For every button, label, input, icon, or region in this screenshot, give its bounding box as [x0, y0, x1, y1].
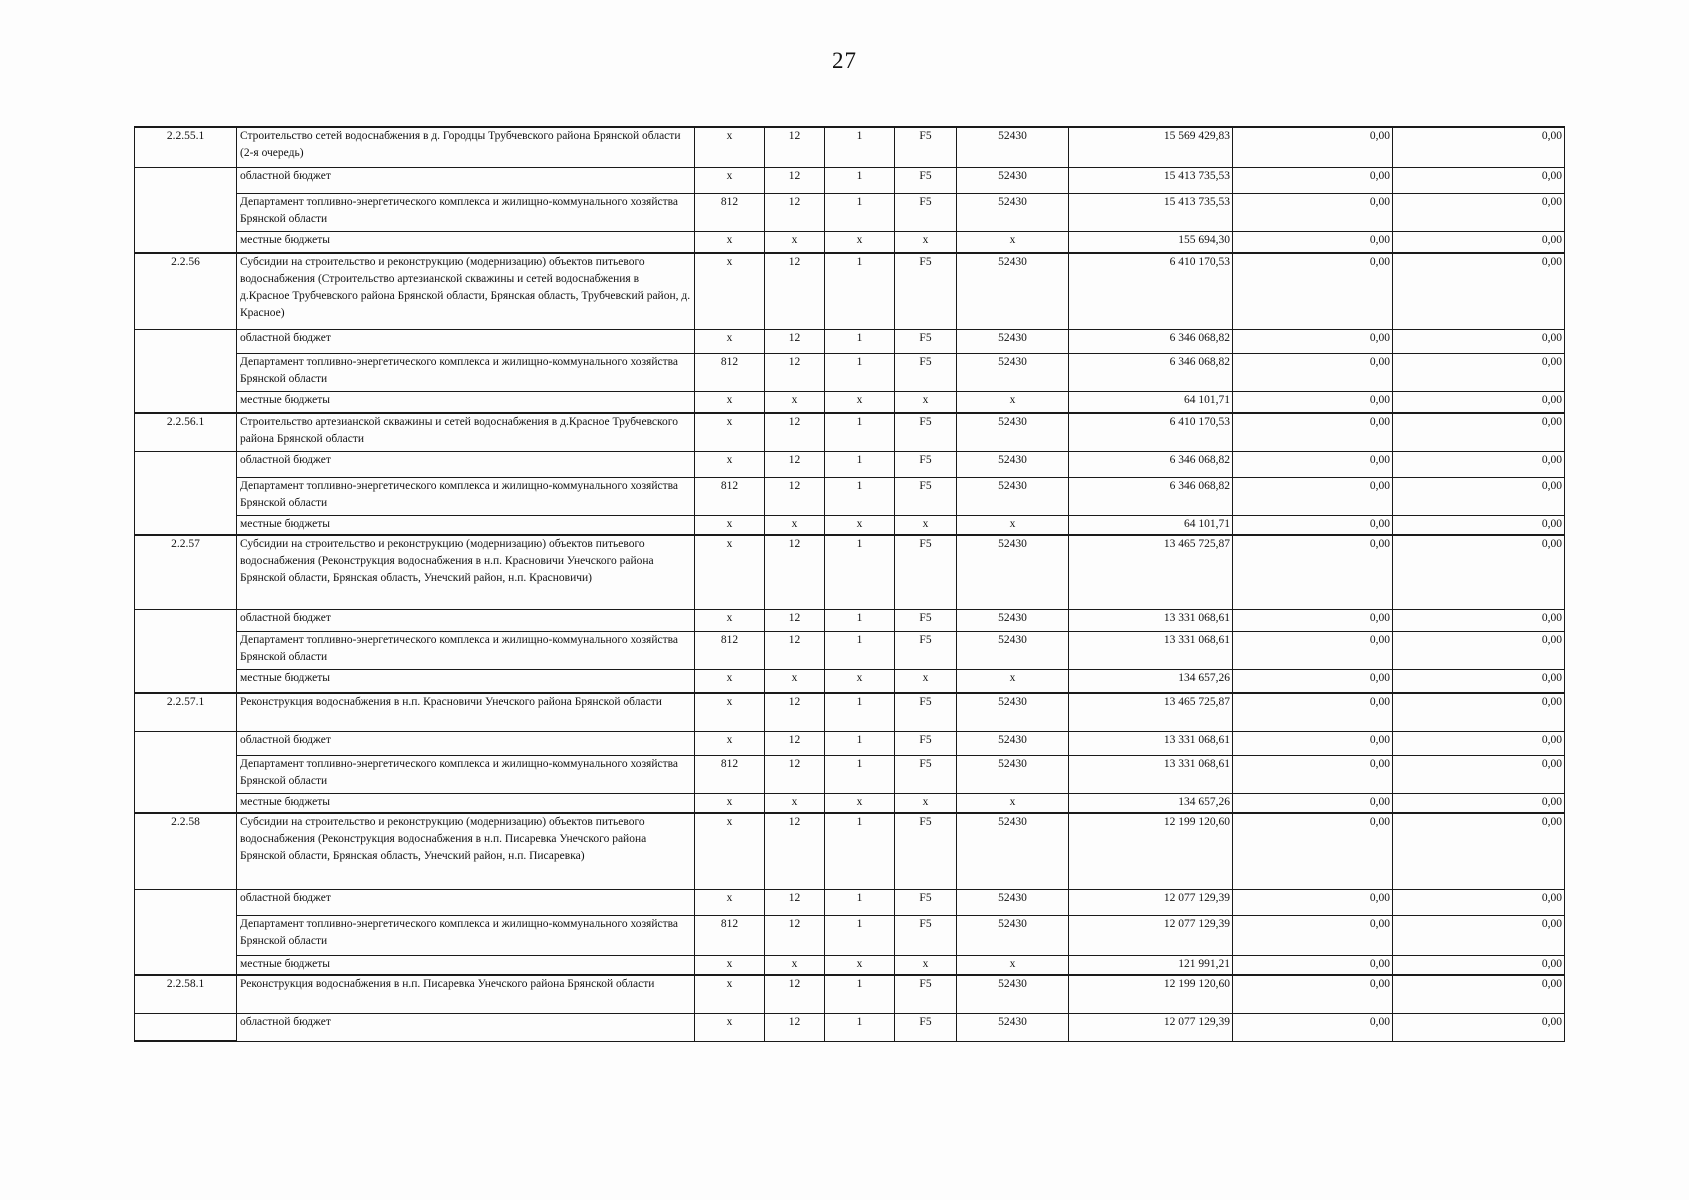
- amount-year3-cell: 0,00: [1393, 167, 1565, 193]
- table-row: [135, 515, 1565, 535]
- description-cell: Департамент топливно-энергетического комплекса и жилищно-коммунального хозяйства Брянской области: [237, 631, 695, 669]
- admin-code-cell: 812: [695, 755, 765, 793]
- subsection-cell: 1: [825, 975, 895, 1013]
- table-row: [135, 329, 1565, 353]
- description-cell: местные бюджеты: [237, 955, 695, 975]
- amount-year3-cell: 0,00: [1393, 609, 1565, 631]
- subsection-cell: x: [825, 391, 895, 413]
- amount-year3-cell: 0,00: [1393, 915, 1565, 955]
- amount-year1-cell: 15 413 735,53: [1069, 167, 1233, 193]
- amount-year3-cell: 0,00: [1393, 535, 1565, 609]
- program-cell: F5: [895, 413, 957, 451]
- program-cell: F5: [895, 329, 957, 353]
- section-cell: 12: [765, 631, 825, 669]
- admin-code-cell: x: [695, 127, 765, 167]
- table-row: [135, 975, 1565, 1013]
- amount-year2-cell: 0,00: [1233, 515, 1393, 535]
- table-row: [135, 451, 1565, 477]
- subsection-cell: 1: [825, 353, 895, 391]
- amount-year1-cell: 121 991,21: [1069, 955, 1233, 975]
- program-cell: F5: [895, 731, 957, 755]
- amount-year1-cell: 12 077 129,39: [1069, 1013, 1233, 1041]
- subsection-cell: x: [825, 955, 895, 975]
- amount-year3-cell: 0,00: [1393, 193, 1565, 231]
- program-cell: F5: [895, 193, 957, 231]
- table-row: [135, 955, 1565, 975]
- table-row: [135, 391, 1565, 413]
- amount-year2-cell: 0,00: [1233, 975, 1393, 1013]
- item-code-cell: [135, 889, 237, 915]
- program-cell: x: [895, 955, 957, 975]
- expense-type-cell: 52430: [957, 813, 1069, 889]
- section-cell: 12: [765, 451, 825, 477]
- amount-year1-cell: 6 410 170,53: [1069, 413, 1233, 451]
- amount-year2-cell: 0,00: [1233, 535, 1393, 609]
- section-cell: 12: [765, 477, 825, 515]
- section-cell: x: [765, 955, 825, 975]
- program-cell: F5: [895, 889, 957, 915]
- item-code-cell: 2.2.55.1: [135, 127, 237, 167]
- amount-year2-cell: 0,00: [1233, 915, 1393, 955]
- item-code-cell: 2.2.58: [135, 813, 237, 889]
- expense-type-cell: 52430: [957, 693, 1069, 731]
- amount-year3-cell: 0,00: [1393, 889, 1565, 915]
- amount-year3-cell: 0,00: [1393, 975, 1565, 1013]
- description-cell: Департамент топливно-энергетического комплекса и жилищно-коммунального хозяйства Брянской области: [237, 755, 695, 793]
- section-cell: 12: [765, 127, 825, 167]
- program-cell: F5: [895, 1013, 957, 1041]
- amount-year3-cell: 0,00: [1393, 1013, 1565, 1041]
- expense-type-cell: 52430: [957, 975, 1069, 1013]
- expense-type-cell: 52430: [957, 477, 1069, 515]
- amount-year2-cell: 0,00: [1233, 329, 1393, 353]
- table-row: [135, 813, 1565, 889]
- program-cell: F5: [895, 915, 957, 955]
- item-code-cell: [135, 477, 237, 515]
- amount-year1-cell: 15 569 429,83: [1069, 127, 1233, 167]
- admin-code-cell: x: [695, 955, 765, 975]
- amount-year1-cell: 6 410 170,53: [1069, 253, 1233, 329]
- expense-type-cell: x: [957, 391, 1069, 413]
- amount-year2-cell: 0,00: [1233, 793, 1393, 813]
- admin-code-cell: x: [695, 167, 765, 193]
- description-cell: областной бюджет: [237, 451, 695, 477]
- amount-year1-cell: 6 346 068,82: [1069, 329, 1233, 353]
- program-cell: F5: [895, 353, 957, 391]
- admin-code-cell: x: [695, 693, 765, 731]
- expense-type-cell: x: [957, 955, 1069, 975]
- amount-year1-cell: 64 101,71: [1069, 515, 1233, 535]
- item-code-cell: [135, 955, 237, 975]
- amount-year2-cell: 0,00: [1233, 955, 1393, 975]
- item-code-cell: [135, 515, 237, 535]
- admin-code-cell: x: [695, 231, 765, 253]
- description-cell: Департамент топливно-энергетического комплекса и жилищно-коммунального хозяйства Брянской области: [237, 477, 695, 515]
- amount-year1-cell: 13 331 068,61: [1069, 755, 1233, 793]
- subsection-cell: x: [825, 231, 895, 253]
- section-cell: x: [765, 669, 825, 693]
- section-cell: 12: [765, 755, 825, 793]
- expense-type-cell: 52430: [957, 127, 1069, 167]
- section-cell: 12: [765, 731, 825, 755]
- description-cell: областной бюджет: [237, 1013, 695, 1041]
- table-row: [135, 915, 1565, 955]
- amount-year1-cell: 134 657,26: [1069, 669, 1233, 693]
- section-cell: 12: [765, 253, 825, 329]
- subsection-cell: 1: [825, 451, 895, 477]
- amount-year3-cell: 0,00: [1393, 329, 1565, 353]
- program-cell: F5: [895, 693, 957, 731]
- description-cell: Субсидии на строительство и реконструкцию (модернизацию) объектов питьевого водоснабжения (Строительство артезианской скважины и сетей водоснабжения в д.Красное Трубчевского района Брянской области, Брянская область, Трубчевский район, д. Красное): [237, 253, 695, 329]
- admin-code-cell: x: [695, 609, 765, 631]
- section-cell: 12: [765, 693, 825, 731]
- amount-year2-cell: 0,00: [1233, 1013, 1393, 1041]
- expense-type-cell: 52430: [957, 253, 1069, 329]
- expense-type-cell: 52430: [957, 167, 1069, 193]
- subsection-cell: 1: [825, 127, 895, 167]
- item-code-cell: [135, 353, 237, 391]
- program-cell: F5: [895, 253, 957, 329]
- amount-year2-cell: 0,00: [1233, 391, 1393, 413]
- description-cell: Департамент топливно-энергетического комплекса и жилищно-коммунального хозяйства Брянской области: [237, 193, 695, 231]
- expense-type-cell: 52430: [957, 353, 1069, 391]
- admin-code-cell: x: [695, 669, 765, 693]
- description-cell: местные бюджеты: [237, 391, 695, 413]
- amount-year1-cell: 12 199 120,60: [1069, 975, 1233, 1013]
- table-row: [135, 731, 1565, 755]
- amount-year3-cell: 0,00: [1393, 353, 1565, 391]
- program-cell: F5: [895, 477, 957, 515]
- table-row: [135, 755, 1565, 793]
- amount-year3-cell: 0,00: [1393, 413, 1565, 451]
- section-cell: 12: [765, 1013, 825, 1041]
- item-code-cell: 2.2.56: [135, 253, 237, 329]
- description-cell: областной бюджет: [237, 731, 695, 755]
- table-row: [135, 231, 1565, 253]
- admin-code-cell: x: [695, 731, 765, 755]
- subsection-cell: 1: [825, 167, 895, 193]
- amount-year2-cell: 0,00: [1233, 451, 1393, 477]
- section-cell: 12: [765, 329, 825, 353]
- table-row: [135, 1013, 1565, 1041]
- section-cell: x: [765, 793, 825, 813]
- amount-year3-cell: 0,00: [1393, 955, 1565, 975]
- item-code-cell: [135, 793, 237, 813]
- amount-year1-cell: 12 077 129,39: [1069, 889, 1233, 915]
- description-cell: областной бюджет: [237, 609, 695, 631]
- amount-year1-cell: 155 694,30: [1069, 231, 1233, 253]
- table-row: [135, 535, 1565, 609]
- admin-code-cell: x: [695, 451, 765, 477]
- amount-year1-cell: 13 331 068,61: [1069, 731, 1233, 755]
- admin-code-cell: x: [695, 329, 765, 353]
- admin-code-cell: 812: [695, 631, 765, 669]
- expense-type-cell: 52430: [957, 755, 1069, 793]
- section-cell: x: [765, 391, 825, 413]
- section-cell: 12: [765, 813, 825, 889]
- item-code-cell: 2.2.57.1: [135, 693, 237, 731]
- subsection-cell: 1: [825, 1013, 895, 1041]
- expense-type-cell: 52430: [957, 731, 1069, 755]
- item-code-cell: [135, 193, 237, 231]
- table-row: [135, 693, 1565, 731]
- subsection-cell: 1: [825, 413, 895, 451]
- amount-year2-cell: 0,00: [1233, 167, 1393, 193]
- program-cell: x: [895, 669, 957, 693]
- description-cell: местные бюджеты: [237, 515, 695, 535]
- table-row: [135, 477, 1565, 515]
- subsection-cell: 1: [825, 609, 895, 631]
- expense-type-cell: 52430: [957, 889, 1069, 915]
- description-cell: областной бюджет: [237, 889, 695, 915]
- amount-year1-cell: 64 101,71: [1069, 391, 1233, 413]
- amount-year1-cell: 12 199 120,60: [1069, 813, 1233, 889]
- program-cell: F5: [895, 975, 957, 1013]
- section-cell: 12: [765, 915, 825, 955]
- program-cell: F5: [895, 631, 957, 669]
- amount-year1-cell: 134 657,26: [1069, 793, 1233, 813]
- section-cell: 12: [765, 167, 825, 193]
- item-code-cell: [135, 669, 237, 693]
- budget-table: [134, 126, 1565, 1042]
- amount-year3-cell: 0,00: [1393, 813, 1565, 889]
- admin-code-cell: 812: [695, 477, 765, 515]
- expense-type-cell: 52430: [957, 1013, 1069, 1041]
- amount-year3-cell: 0,00: [1393, 451, 1565, 477]
- expense-type-cell: x: [957, 669, 1069, 693]
- subsection-cell: 1: [825, 535, 895, 609]
- amount-year2-cell: 0,00: [1233, 609, 1393, 631]
- amount-year1-cell: 13 465 725,87: [1069, 693, 1233, 731]
- section-cell: 12: [765, 889, 825, 915]
- admin-code-cell: x: [695, 413, 765, 451]
- item-code-cell: [135, 915, 237, 955]
- program-cell: x: [895, 231, 957, 253]
- amount-year1-cell: 13 465 725,87: [1069, 535, 1233, 609]
- section-cell: 12: [765, 609, 825, 631]
- section-cell: x: [765, 515, 825, 535]
- table-row: [135, 631, 1565, 669]
- table-body: [135, 127, 1565, 1041]
- subsection-cell: x: [825, 515, 895, 535]
- amount-year2-cell: 0,00: [1233, 413, 1393, 451]
- admin-code-cell: x: [695, 253, 765, 329]
- subsection-cell: 1: [825, 329, 895, 353]
- amount-year3-cell: 0,00: [1393, 231, 1565, 253]
- amount-year2-cell: 0,00: [1233, 731, 1393, 755]
- admin-code-cell: x: [695, 535, 765, 609]
- amount-year2-cell: 0,00: [1233, 889, 1393, 915]
- subsection-cell: x: [825, 793, 895, 813]
- section-cell: 12: [765, 193, 825, 231]
- expense-type-cell: 52430: [957, 451, 1069, 477]
- program-cell: x: [895, 391, 957, 413]
- amount-year1-cell: 6 346 068,82: [1069, 353, 1233, 391]
- subsection-cell: 1: [825, 915, 895, 955]
- expense-type-cell: x: [957, 231, 1069, 253]
- subsection-cell: 1: [825, 193, 895, 231]
- item-code-cell: [135, 391, 237, 413]
- section-cell: 12: [765, 353, 825, 391]
- amount-year2-cell: 0,00: [1233, 755, 1393, 793]
- amount-year2-cell: 0,00: [1233, 813, 1393, 889]
- table-row: [135, 609, 1565, 631]
- description-cell: Департамент топливно-энергетического комплекса и жилищно-коммунального хозяйства Брянской области: [237, 353, 695, 391]
- description-cell: Департамент топливно-энергетического комплекса и жилищно-коммунального хозяйства Брянской области: [237, 915, 695, 955]
- subsection-cell: 1: [825, 731, 895, 755]
- amount-year2-cell: 0,00: [1233, 631, 1393, 669]
- table-row: [135, 193, 1565, 231]
- section-cell: 12: [765, 413, 825, 451]
- amount-year2-cell: 0,00: [1233, 253, 1393, 329]
- table-row: [135, 793, 1565, 813]
- expense-type-cell: x: [957, 793, 1069, 813]
- admin-code-cell: x: [695, 975, 765, 1013]
- description-cell: Строительство артезианской скважины и сетей водоснабжения в д.Красное Трубчевского района Брянской области: [237, 413, 695, 451]
- description-cell: Реконструкция водоснабжения в н.п. Писаревка Унечского района Брянской области: [237, 975, 695, 1013]
- subsection-cell: 1: [825, 477, 895, 515]
- description-cell: Строительство сетей водоснабжения в д. Городцы Трубчевского района Брянской области (2-я очередь): [237, 127, 695, 167]
- amount-year3-cell: 0,00: [1393, 515, 1565, 535]
- description-cell: областной бюджет: [237, 167, 695, 193]
- amount-year1-cell: 13 331 068,61: [1069, 609, 1233, 631]
- program-cell: x: [895, 515, 957, 535]
- expense-type-cell: 52430: [957, 609, 1069, 631]
- expense-type-cell: 52430: [957, 193, 1069, 231]
- page-number: 27: [832, 48, 857, 73]
- amount-year2-cell: 0,00: [1233, 231, 1393, 253]
- table-row: [135, 889, 1565, 915]
- amount-year1-cell: 15 413 735,53: [1069, 193, 1233, 231]
- subsection-cell: 1: [825, 631, 895, 669]
- table-row: [135, 353, 1565, 391]
- table-row: [135, 253, 1565, 329]
- amount-year3-cell: 0,00: [1393, 669, 1565, 693]
- description-cell: областной бюджет: [237, 329, 695, 353]
- item-code-cell: [135, 167, 237, 193]
- program-cell: F5: [895, 755, 957, 793]
- section-cell: 12: [765, 535, 825, 609]
- amount-year3-cell: 0,00: [1393, 693, 1565, 731]
- description-cell: Реконструкция водоснабжения в н.п. Красновичи Унечского района Брянской области: [237, 693, 695, 731]
- table-row: [135, 669, 1565, 693]
- expense-type-cell: 52430: [957, 535, 1069, 609]
- description-cell: Субсидии на строительство и реконструкцию (модернизацию) объектов питьевого водоснабжения (Реконструкция водоснабжения в н.п. Красновичи Унечского района Брянской области, Брянская область, Унечский район, н.п. Красновичи): [237, 535, 695, 609]
- subsection-cell: 1: [825, 813, 895, 889]
- program-cell: F5: [895, 535, 957, 609]
- amount-year3-cell: 0,00: [1393, 477, 1565, 515]
- table-row: [135, 413, 1565, 451]
- description-cell: местные бюджеты: [237, 231, 695, 253]
- amount-year3-cell: 0,00: [1393, 253, 1565, 329]
- expense-type-cell: x: [957, 515, 1069, 535]
- description-cell: местные бюджеты: [237, 669, 695, 693]
- admin-code-cell: x: [695, 515, 765, 535]
- item-code-cell: [135, 329, 237, 353]
- expense-type-cell: 52430: [957, 915, 1069, 955]
- item-code-cell: 2.2.58.1: [135, 975, 237, 1013]
- item-code-cell: [135, 731, 237, 755]
- admin-code-cell: 812: [695, 353, 765, 391]
- admin-code-cell: x: [695, 889, 765, 915]
- section-cell: x: [765, 231, 825, 253]
- subsection-cell: 1: [825, 755, 895, 793]
- expense-type-cell: 52430: [957, 413, 1069, 451]
- amount-year2-cell: 0,00: [1233, 127, 1393, 167]
- subsection-cell: 1: [825, 693, 895, 731]
- amount-year2-cell: 0,00: [1233, 477, 1393, 515]
- table-row: [135, 127, 1565, 167]
- subsection-cell: 1: [825, 889, 895, 915]
- admin-code-cell: x: [695, 391, 765, 413]
- program-cell: F5: [895, 451, 957, 477]
- description-cell: Субсидии на строительство и реконструкцию (модернизацию) объектов питьевого водоснабжения (Реконструкция водоснабжения в н.п. Писаревка Унечского района Брянской области, Брянская область, Унечский район, н.п. Писаревка): [237, 813, 695, 889]
- item-code-cell: [135, 231, 237, 253]
- program-cell: F5: [895, 609, 957, 631]
- amount-year2-cell: 0,00: [1233, 669, 1393, 693]
- table-row: [135, 167, 1565, 193]
- program-cell: F5: [895, 127, 957, 167]
- amount-year3-cell: 0,00: [1393, 391, 1565, 413]
- amount-year3-cell: 0,00: [1393, 793, 1565, 813]
- admin-code-cell: 812: [695, 193, 765, 231]
- amount-year2-cell: 0,00: [1233, 693, 1393, 731]
- item-code-cell: 2.2.56.1: [135, 413, 237, 451]
- item-code-cell: [135, 631, 237, 669]
- subsection-cell: x: [825, 669, 895, 693]
- amount-year2-cell: 0,00: [1233, 353, 1393, 391]
- amount-year1-cell: 13 331 068,61: [1069, 631, 1233, 669]
- admin-code-cell: x: [695, 813, 765, 889]
- amount-year1-cell: 12 077 129,39: [1069, 915, 1233, 955]
- admin-code-cell: x: [695, 793, 765, 813]
- amount-year1-cell: 6 346 068,82: [1069, 477, 1233, 515]
- amount-year3-cell: 0,00: [1393, 127, 1565, 167]
- amount-year3-cell: 0,00: [1393, 731, 1565, 755]
- program-cell: F5: [895, 167, 957, 193]
- subsection-cell: 1: [825, 253, 895, 329]
- expense-type-cell: 52430: [957, 329, 1069, 353]
- description-cell: местные бюджеты: [237, 793, 695, 813]
- amount-year2-cell: 0,00: [1233, 193, 1393, 231]
- item-code-cell: [135, 451, 237, 477]
- admin-code-cell: x: [695, 1013, 765, 1041]
- amount-year1-cell: 6 346 068,82: [1069, 451, 1233, 477]
- section-cell: 12: [765, 975, 825, 1013]
- admin-code-cell: 812: [695, 915, 765, 955]
- program-cell: x: [895, 793, 957, 813]
- item-code-cell: [135, 1013, 237, 1041]
- amount-year3-cell: 0,00: [1393, 755, 1565, 793]
- item-code-cell: 2.2.57: [135, 535, 237, 609]
- amount-year3-cell: 0,00: [1393, 631, 1565, 669]
- program-cell: F5: [895, 813, 957, 889]
- expense-type-cell: 52430: [957, 631, 1069, 669]
- item-code-cell: [135, 755, 237, 793]
- item-code-cell: [135, 609, 237, 631]
